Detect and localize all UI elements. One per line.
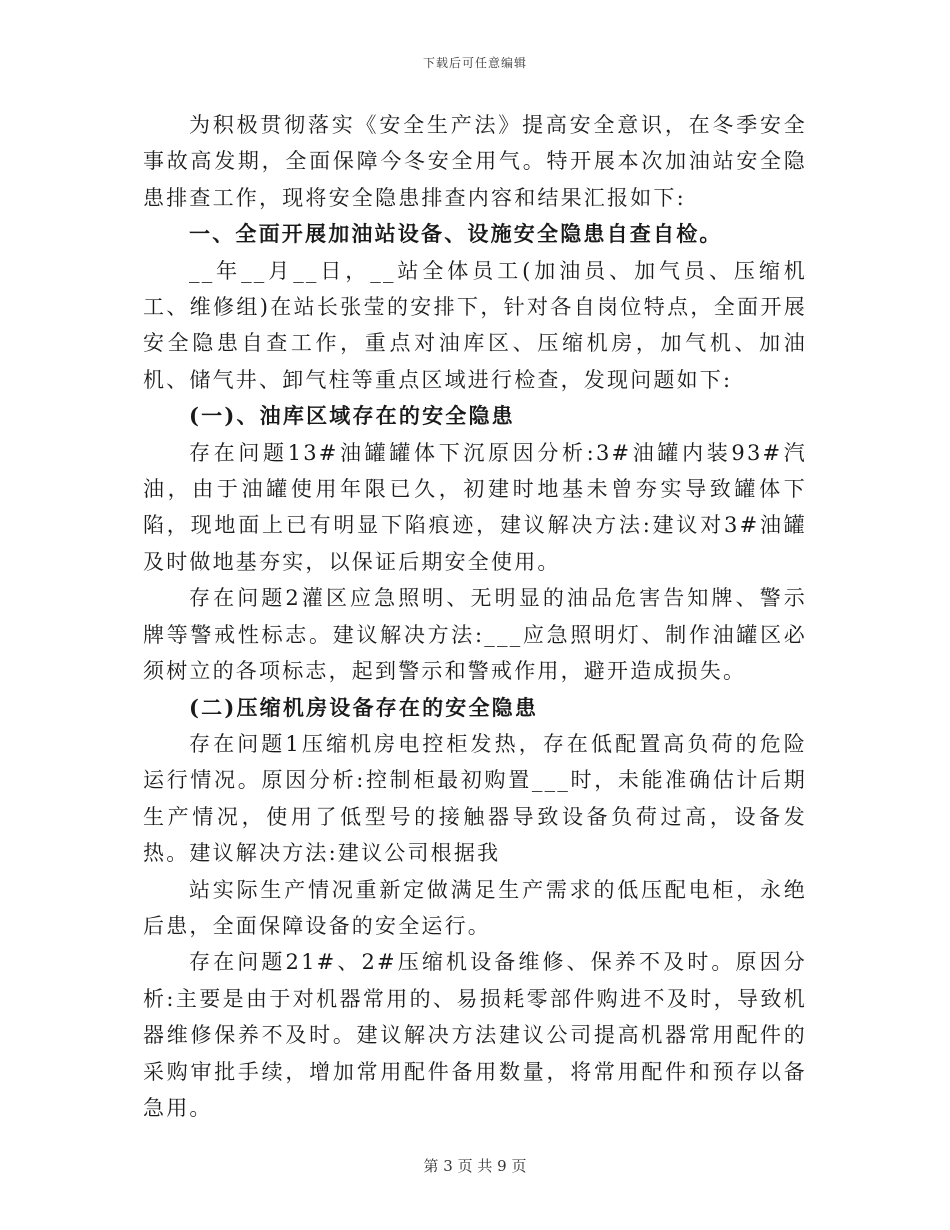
section-1-paragraph: __年__月__日，__站全体员工(加油员、加气员、压缩机工、维修组)在站长张莹的安排下，针对各自岗位特点，全面开展安全隐患自查工作，重点对油库区、压缩机房，加气机、加油机、储气井、卸气柱等重点区域进行检查，发现问题如下: [143, 258, 807, 392]
section-1-heading: 一、全面开展加油站设备、设施安全隐患自查自检。 [189, 221, 723, 247]
subsection-2-paragraph-2: 站实际生产情况重新定做满足生产需求的低压配电柜，永绝后患，全面保障设备的安全运行。 [143, 877, 807, 938]
subsection-1-heading: (一)、油库区域存在的安全隐患 [189, 403, 515, 429]
page-number: 第 3 页 共 9 页 [423, 1157, 527, 1175]
subsection-1-paragraph-1: 存在问题13#油罐罐体下沉原因分析:3#油罐内装93#汽油，由于油罐使用年限已久，初建时地基未曾夯实导致罐体下陷，现地面上已有明显下陷痕迹，建议解决方法:建议对3#油罐及时做地基夯实，以保证后期安全使用。 [143, 440, 807, 574]
subsection-2-paragraph-1: 存在问题1压缩机房电控柜发热，存在低配置高负荷的危险运行情况。原因分析:控制柜最初购置___时，未能准确估计后期生产情况，使用了低型号的接触器导致设备负荷过高，设备发热。建议解决方法:建议公司根据我 [143, 731, 807, 866]
subsection-1-paragraph-2: 存在问题2灌区应急照明、无明显的油品危害告知牌、警示牌等警戒性标志。建议解决方法:___应急照明灯、制作油罐区必须树立的各项标志，起到警示和警戒作用，避开造成损失。 [143, 586, 807, 684]
subsection-2-paragraph-3: 存在问题21#、2#压缩机设备维修、保养不及时。原因分析:主要是由于对机器常用的、易损耗零部件购进不及时，导致机器维修保养不及时。建议解决方法建议公司提高机器常用配件的采购审批手续，增加常用配件备用数量，将常用配件和预存以备急用。 [143, 950, 807, 1120]
intro-paragraph: 为积极贯彻落实《安全生产法》提高安全意识，在冬季安全事故高发期，全面保障今冬安全用气。特开展本次加油站安全隐患排查工作，现将安全隐患排查内容和结果汇报如下: [143, 113, 807, 210]
page-header: 下载后可任意编辑 [422, 56, 527, 70]
document-body [143, 107, 807, 1126]
subsection-2-heading: (二)压缩机房设备存在的安全隐患 [189, 694, 539, 720]
